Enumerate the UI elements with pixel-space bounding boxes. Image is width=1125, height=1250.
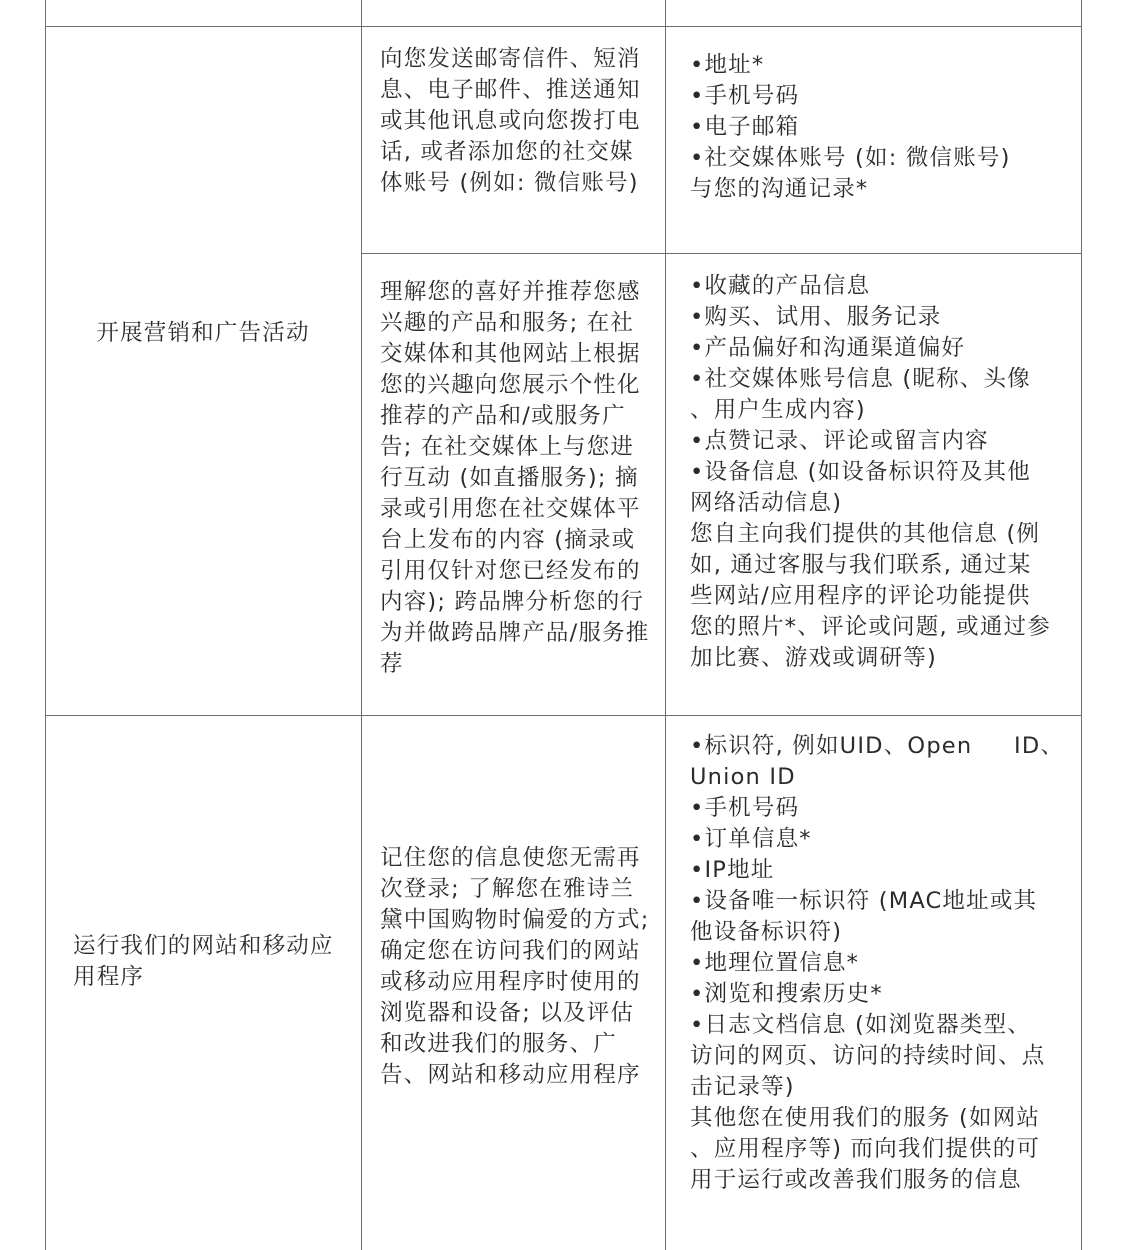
info-list-item: Union ID bbox=[690, 764, 796, 790]
info-list-item: •地理位置信息* bbox=[690, 950, 860, 976]
info-list-item: 、用户生成内容) bbox=[690, 397, 866, 423]
info-list-item: 、应用程序等) 而向我们提供的可 bbox=[690, 1136, 1041, 1162]
info-list-item: •手机号码 bbox=[690, 83, 800, 109]
info-list-item: •社交媒体账号信息 (昵称、头像 bbox=[690, 366, 1031, 392]
info-list-item: •设备唯一标识符 (MAC地址或其 bbox=[690, 888, 1038, 914]
info-list-item: 您的照片*、评论或问题, 或通过参 bbox=[690, 614, 1051, 640]
table-row-info-list bbox=[690, 271, 1065, 674]
info-list-item: •手机号码 bbox=[690, 795, 800, 821]
info-list-item: 如, 通过客服与我们联系, 通过某 bbox=[690, 552, 1032, 578]
info-list-item: •购买、试用、服务记录 bbox=[690, 304, 942, 330]
info-list-item: 加比赛、游戏或调研等) bbox=[690, 645, 937, 671]
info-list-item: •订单信息* bbox=[690, 826, 812, 852]
row-divider-top bbox=[45, 26, 1082, 27]
info-list-item: 击记录等) bbox=[690, 1074, 795, 1100]
privacy-data-table bbox=[45, 0, 1082, 1250]
info-list-item: 其他您在使用我们的服务 (如网站 bbox=[690, 1105, 1041, 1131]
table-divider-col1 bbox=[361, 0, 362, 1250]
row-divider-sub bbox=[361, 253, 1082, 254]
info-list-item: •浏览和搜索历史* bbox=[690, 981, 883, 1007]
table-row-category: 开展营销和广告活动 bbox=[96, 320, 310, 346]
info-list-item: 他设备标识符) bbox=[690, 919, 843, 945]
table-border-right bbox=[1081, 0, 1082, 1250]
info-list-item: 用于运行或改善我们服务的信息 bbox=[690, 1167, 1022, 1193]
table-row-purpose: 向您发送邮寄信件、短消息、电子邮件、推送通知或其他讯息或向您拨打电话, 或者添加您的社交媒体账号 (例如: 微信账号) bbox=[380, 46, 641, 196]
table-row-info-list bbox=[690, 731, 1065, 1196]
info-list-item: •日志文档信息 (如浏览器类型、 bbox=[690, 1012, 1031, 1038]
info-list-item: •产品偏好和沟通渠道偏好 bbox=[690, 335, 966, 361]
table-divider-col2 bbox=[665, 0, 666, 1250]
info-list-item: •社交媒体账号 (如: 微信账号) bbox=[690, 145, 1011, 171]
row-divider-marketing-end bbox=[45, 715, 1082, 716]
info-list-item: 访问的网页、访问的持续时间、点 bbox=[690, 1043, 1046, 1069]
info-list-item: •点赞记录、评论或留言内容 bbox=[690, 428, 989, 454]
info-list-item: •电子邮箱 bbox=[690, 114, 800, 140]
info-list-item: •地址* bbox=[690, 52, 765, 78]
info-list-item: 与您的沟通记录* bbox=[690, 176, 869, 202]
info-list-item: 些网站/应用程序的评论功能提供 bbox=[690, 583, 1031, 609]
info-list-item: •IP地址 bbox=[690, 857, 775, 883]
table-row-info-list bbox=[690, 50, 1065, 205]
table-border-left bbox=[45, 0, 46, 1250]
info-list-item: 您自主向我们提供的其他信息 (例 bbox=[690, 521, 1041, 547]
info-list-item: 网络活动信息) bbox=[690, 490, 843, 516]
info-list-item: •设备信息 (如设备标识符及其他 bbox=[690, 459, 1031, 485]
info-list-item: •标识符, 例如UID、Open ID、 bbox=[690, 733, 1065, 759]
info-list-item: •收藏的产品信息 bbox=[690, 273, 871, 299]
table-row-purpose: 记住您的信息使您无需再次登录; 了解您在雅诗兰黛中国购物时偏爱的方式; 确定您在访问我们的网站或移动应用程序时使用的浏览器和设备; 以及评估和改进我们的服务、广告、网站和移动应用程序 bbox=[380, 845, 658, 1088]
table-row-purpose: 理解您的喜好并推荐您感兴趣的产品和服务; 在社交媒体和其他网站上根据您的兴趣向您展示个性化推荐的产品和/或服务广告; 在社交媒体上与您进行互动 (如直播服务); 摘录或引用您在社交媒体平台上发布的内容 (摘录或引用仅针对您已经发布的内容); 跨品牌分析您的行为并做跨品牌产品/服务推荐 bbox=[380, 279, 650, 677]
table-row-category: 运行我们的网站和移动应用程序 bbox=[73, 933, 334, 990]
